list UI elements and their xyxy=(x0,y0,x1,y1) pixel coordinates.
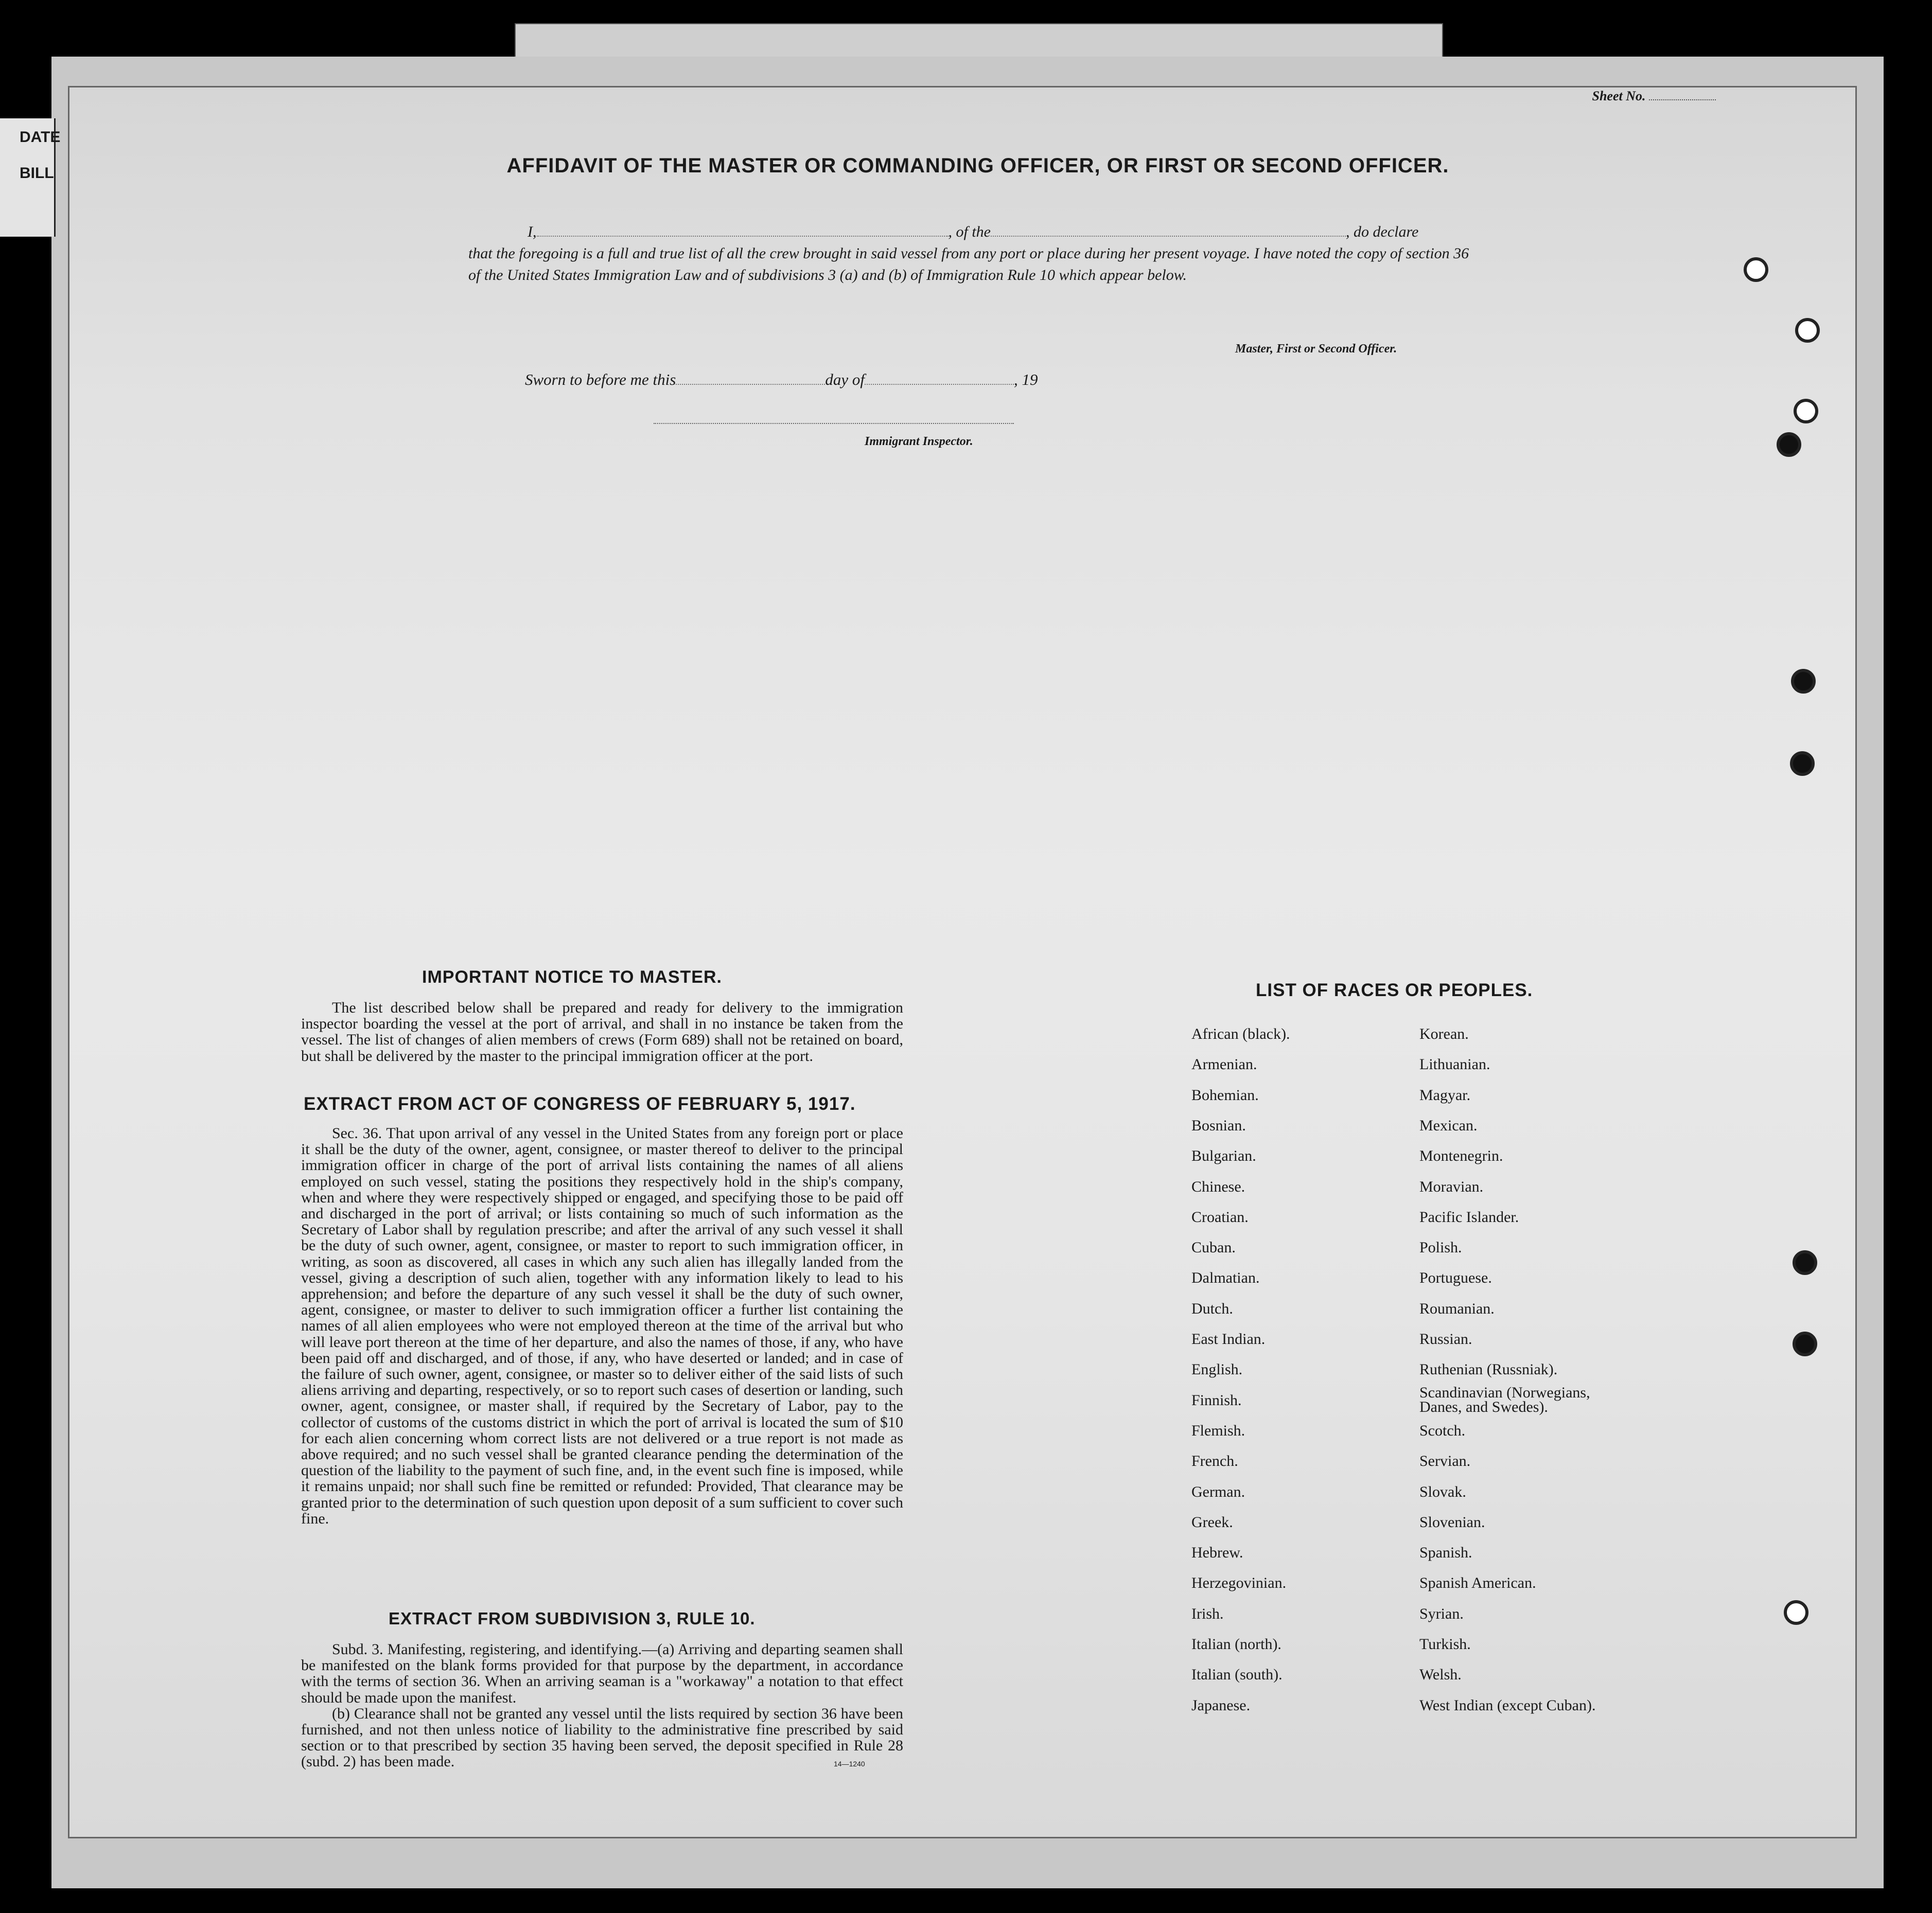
punch-hole xyxy=(1784,1600,1808,1625)
name-blank xyxy=(537,236,949,237)
punch-hole xyxy=(1794,399,1818,423)
race-item: Flemish. xyxy=(1191,1422,1245,1439)
race-item: Polish. xyxy=(1419,1239,1462,1256)
punch-hole xyxy=(1790,751,1815,776)
punch-hole xyxy=(1791,669,1816,694)
race-item: Dalmatian. xyxy=(1191,1269,1260,1287)
punch-hole xyxy=(1777,432,1801,457)
vessel-blank xyxy=(991,236,1346,237)
act-text xyxy=(301,1125,903,1527)
race-item: Greek. xyxy=(1191,1513,1233,1531)
rule-text xyxy=(301,1641,903,1770)
day-blank xyxy=(676,384,825,385)
rule-paragraph-a: Subd. 3. Manifesting, registering, and identifying.—(a) Arriving and departing seamen shall be manifested on the blank forms provided for that purpose by the department, in accordance with the terms of section 36. When an arriving seaman is a "workaway" a notation to that effect should be made upon the manifest. xyxy=(301,1641,903,1706)
inspector-label: Immigrant Inspector. xyxy=(865,435,973,448)
punch-hole xyxy=(1793,1250,1817,1275)
race-item: Moravian. xyxy=(1419,1178,1484,1195)
races-title: LIST OF RACES OR PEOPLES. xyxy=(1256,980,1533,1000)
punch-hole xyxy=(1793,1332,1817,1356)
race-item: Finnish. xyxy=(1191,1391,1242,1409)
race-item: Croatian. xyxy=(1191,1208,1249,1226)
race-item: Italian (south). xyxy=(1191,1666,1283,1684)
race-item: West Indian (except Cuban). xyxy=(1419,1696,1596,1714)
officer-signature-label: Master, First or Second Officer. xyxy=(1235,342,1397,356)
left-strip-label-1: DATE xyxy=(20,129,61,146)
race-item: Scandinavian (Norwegians, Danes, and Swedes). xyxy=(1419,1384,1590,1415)
race-item: Cuban. xyxy=(1191,1239,1236,1256)
punch-hole xyxy=(1744,257,1768,282)
month-blank xyxy=(865,384,1014,385)
affidavit-text xyxy=(468,221,1472,286)
race-item: Russian. xyxy=(1419,1331,1472,1348)
rule-title: EXTRACT FROM SUBDIVISION 3, RULE 10. xyxy=(389,1609,756,1628)
race-item: Mexican. xyxy=(1419,1117,1478,1134)
race-item: Turkish. xyxy=(1419,1636,1471,1653)
race-item: Slovenian. xyxy=(1419,1513,1485,1531)
affidavit-title: AFFIDAVIT OF THE MASTER OR COMMANDING OFFICER, OR FIRST OR SECOND OFFICER. xyxy=(506,154,1449,177)
race-item: Japanese. xyxy=(1191,1696,1251,1714)
race-item: German. xyxy=(1191,1483,1245,1500)
race-item: Chinese. xyxy=(1191,1178,1245,1195)
race-item: Montenegrin. xyxy=(1419,1147,1503,1165)
race-item: Pacific Islander. xyxy=(1419,1208,1519,1226)
affidavit-of-the: , of the xyxy=(948,223,991,240)
race-item: Spanish. xyxy=(1419,1544,1472,1562)
rule-paragraph-b: (b) Clearance shall not be granted any vessel until the lists required by section 36 have been furnished, and not then unless notice of liability to the administrative fine prescribed by said section or to that prescribed by section 35 having been served, the deposit specified in Rule 28 (subd. 2) has been made. xyxy=(301,1705,903,1770)
race-item: Bohemian. xyxy=(1191,1086,1259,1104)
inspector-signature-line xyxy=(654,423,1014,424)
notice-text xyxy=(301,1000,903,1064)
punch-hole xyxy=(1795,318,1820,343)
notice-paragraph: The list described below shall be prepared and ready for delivery to the immigration inspector boarding the vessel at the port of arrival, and shall in no instance be taken from the vessel. The list of changes of alien members of crews (Form 689) shall not be retained on board, but shall be delivered by the master to the principal immigration officer at the port. xyxy=(301,999,903,1065)
sworn-line xyxy=(525,370,1038,389)
sheet-number xyxy=(1592,88,1716,104)
race-item: Lithuanian. xyxy=(1419,1056,1490,1073)
race-item: Dutch. xyxy=(1191,1300,1233,1317)
sworn-prefix: Sworn to before me this xyxy=(525,370,676,388)
sheet-number-label: Sheet No. xyxy=(1592,88,1646,103)
race-item: East Indian. xyxy=(1191,1331,1266,1348)
race-item: Ruthenian (Russniak). xyxy=(1419,1361,1558,1378)
race-item: African (black). xyxy=(1191,1025,1290,1042)
affidavit-i-label: I, xyxy=(528,223,537,240)
left-edge-strip xyxy=(0,118,61,237)
race-item: Herzegovinian. xyxy=(1191,1574,1287,1592)
race-item: Slovak. xyxy=(1419,1483,1466,1500)
race-item: Roumanian. xyxy=(1419,1300,1495,1317)
left-strip-label-2: BILL xyxy=(20,165,54,182)
notice-title: IMPORTANT NOTICE TO MASTER. xyxy=(422,967,722,987)
form-code: 14—1240 xyxy=(834,1760,865,1768)
race-item: Irish. xyxy=(1191,1605,1224,1622)
race-item: Hebrew. xyxy=(1191,1544,1243,1562)
race-item: Spanish American. xyxy=(1419,1574,1536,1592)
race-item: Armenian. xyxy=(1191,1056,1257,1073)
affidavit-do-declare: , do declare xyxy=(1346,223,1419,240)
race-item: Magyar. xyxy=(1419,1086,1471,1104)
race-item: Portuguese. xyxy=(1419,1269,1492,1287)
race-item: French. xyxy=(1191,1453,1238,1470)
race-item: Scotch. xyxy=(1419,1422,1466,1439)
act-paragraph: Sec. 36. That upon arrival of any vessel in the United States from any foreign port or place it shall be the duty of the owner, agent, consignee, or master thereof to deliver to the principal immigration officer in charge of the port of arrival lists containing the names of all aliens employed on such vessel, stating the positions they respectively hold in the ship's company, when and where they were respectively shipped or engaged, and specifying those to be paid off and discharged in the port of arrival; or lists containing so much of such information as the Secretary of Labor shall by regulation prescribe; and after the arrival of any such vessel it shall be the duty of such owner, agent, consignee, or master to report to such immigration officer, in writing, as soon as discovered, all cases in which any such alien has illegally landed from the vessel, giving a description of such alien, together with any information likely to lead to his apprehension; and before the departure of any such vessel it shall be the duty of such owner, agent, consignee, or master to deliver to such immigration officer a further list containing the names of all alien employees who were not employed thereon at the time of the arrival but who will leave port thereon at the time of her departure, and also the names of those, if any, who have been paid off and discharged, and of those, if any, who have deserted or landed; and in case of the failure of such owner, agent, consignee, or master so to deliver either of the said lists of such aliens arriving and departing, respectively, or so to report such cases of desertion or landing, such owner, agent, consignee, or master shall, if required by the Secretary of Labor, pay to the collector of customs of the customs district in which the port of arrival is located the sum of $10 for each alien concerning whom correct lists are not delivered or a true report is not made as above required; and no such vessel shall be granted clearance pending the determination of the question of the liability to the payment of such fine, and, in the event such fine is imposed, while it remains unpaid; nor shall such fine be remitted or refunded: Provided, That clearance may be granted prior to the determination of such question upon deposit of a sum sufficient to cover such fine. xyxy=(301,1125,903,1527)
affidavit-body: that the foregoing is a full and true list of all the crew brought in said vessel from any port or place during her present voyage. I have noted the copy of section 36 of the United States Immigration Law and of subdivisions 3 (a) and (b) of Immigration Rule 10 which appear below. xyxy=(468,245,1469,284)
race-item: Servian. xyxy=(1419,1453,1471,1470)
race-item: Bulgarian. xyxy=(1191,1147,1256,1165)
race-item: English. xyxy=(1191,1361,1243,1378)
document-page xyxy=(69,87,1855,1837)
day-of-label: day of xyxy=(825,370,865,388)
year-label: , 19 xyxy=(1013,370,1038,388)
race-item: Bosnian. xyxy=(1191,1117,1246,1134)
race-item: Syrian. xyxy=(1419,1605,1464,1622)
sheet-number-blank xyxy=(1649,99,1716,100)
race-item: Italian (north). xyxy=(1191,1636,1281,1653)
race-item: Korean. xyxy=(1419,1025,1469,1042)
race-item: Welsh. xyxy=(1419,1666,1462,1684)
act-title: EXTRACT FROM ACT OF CONGRESS OF FEBRUARY 5, 1917. xyxy=(304,1094,856,1114)
